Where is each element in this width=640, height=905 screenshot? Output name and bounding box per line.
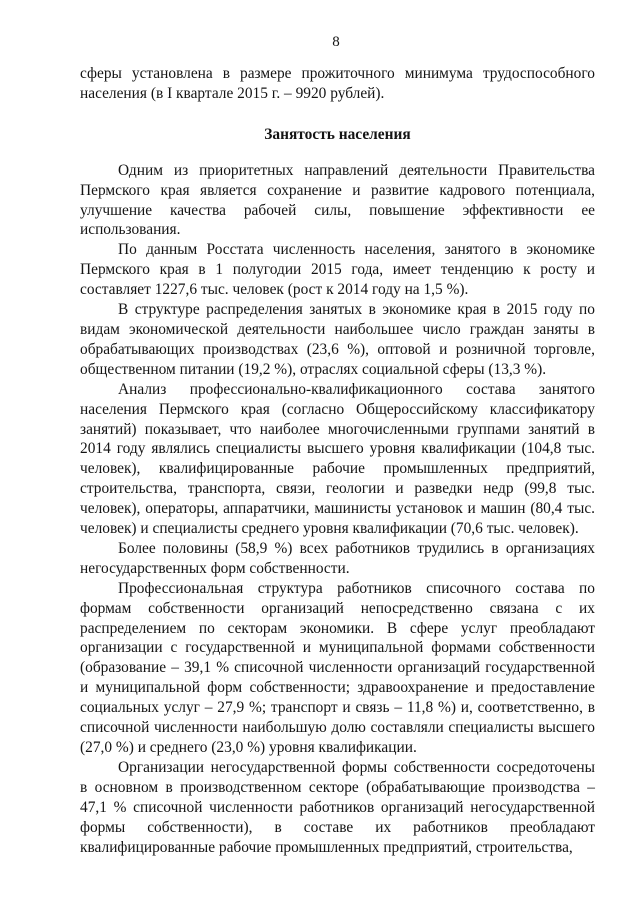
- page-number: 8: [332, 34, 340, 50]
- paragraph-non-state-share: Более половины (58,9 %) всех работников трудились в организациях негосударственных форм собственности.: [80, 539, 595, 577]
- section-heading: Занятость населения: [264, 125, 411, 143]
- paragraph-qualification-analysis: Анализ профессионально-квалификационного состава занятого населения Пермского края (согласно Общероссийскому классификатору занятий) показывает, что наиболее многочисленными группами занятий в 2014 году являлись специалисты высшего уровня квалификации (104,8 тыс. человек), квалифицированные рабочие промышленных предприятий, строительства, транспорта, связи, геологии и разведки недр (99,8 тыс. человек), операторы, аппаратчики, машинисты установок и машин (80,4 тыс. человек) и специалисты среднего уровня квалификации (70,6 тыс. человек).: [80, 380, 595, 538]
- paragraph-employment-structure: В структуре распределения занятых в экономике края в 2015 году по видам экономической деятельности наибольшее число граждан заняты в обрабатывающих производствах (23,6 %), оптовой и розничной торговле, общественном питании (19,2 %), отраслях социальной сферы (13,3 %).: [80, 301, 595, 378]
- paragraph-non-state-organizations: Организации негосударственной формы собственности сосредоточены в основном в производственном секторе (обрабатывающие производства – 47,1 % списочной численности работников организаций негосударственной формы собственности), в составе их работников преобладают квалифицированные рабочие промышленных предприятий, строительства,: [80, 758, 595, 856]
- paragraph-priorities: Одним из приоритетных направлений деятельности Правительства Пермского края является сохранение и развитие кадрового потенциала, улучшение качества рабочей силы, повышение эффективности ее использования.: [80, 161, 595, 239]
- paragraph-ownership-structure: Профессиональная структура работников списочного состава по формам собственности организаций непосредственно связана с их распределением по секторам экономики. В сфере услуг преобладают организации с государственной и муниципальной формами собственности (образование – 39,1 % списочной численности организаций государственной и муниципальной форм собственности; здравоохранение и предоставление социальных услуг – 27,9 %; транспорт и связь – 11,8 %) и, соответственно, в списочной численности наибольшую долю составляли специалисты высшего (27,0 %) и среднего (23,0 %) уровня квалификации.: [80, 579, 595, 756]
- document-body: [80, 64, 595, 857]
- paragraph-rosstat: По данным Росстата численность населения, занятого в экономике Пермского края в 1 полугодии 2015 года, имеет тенденцию к росту и составляет 1227,6 тыс. человек (рост к 2014 году на 1,5 %).: [80, 241, 595, 299]
- intro-paragraph: сферы установлена в размере прожиточного минимума трудоспособного населения (в I квартале 2015 г. – 9920 рублей).: [80, 65, 595, 102]
